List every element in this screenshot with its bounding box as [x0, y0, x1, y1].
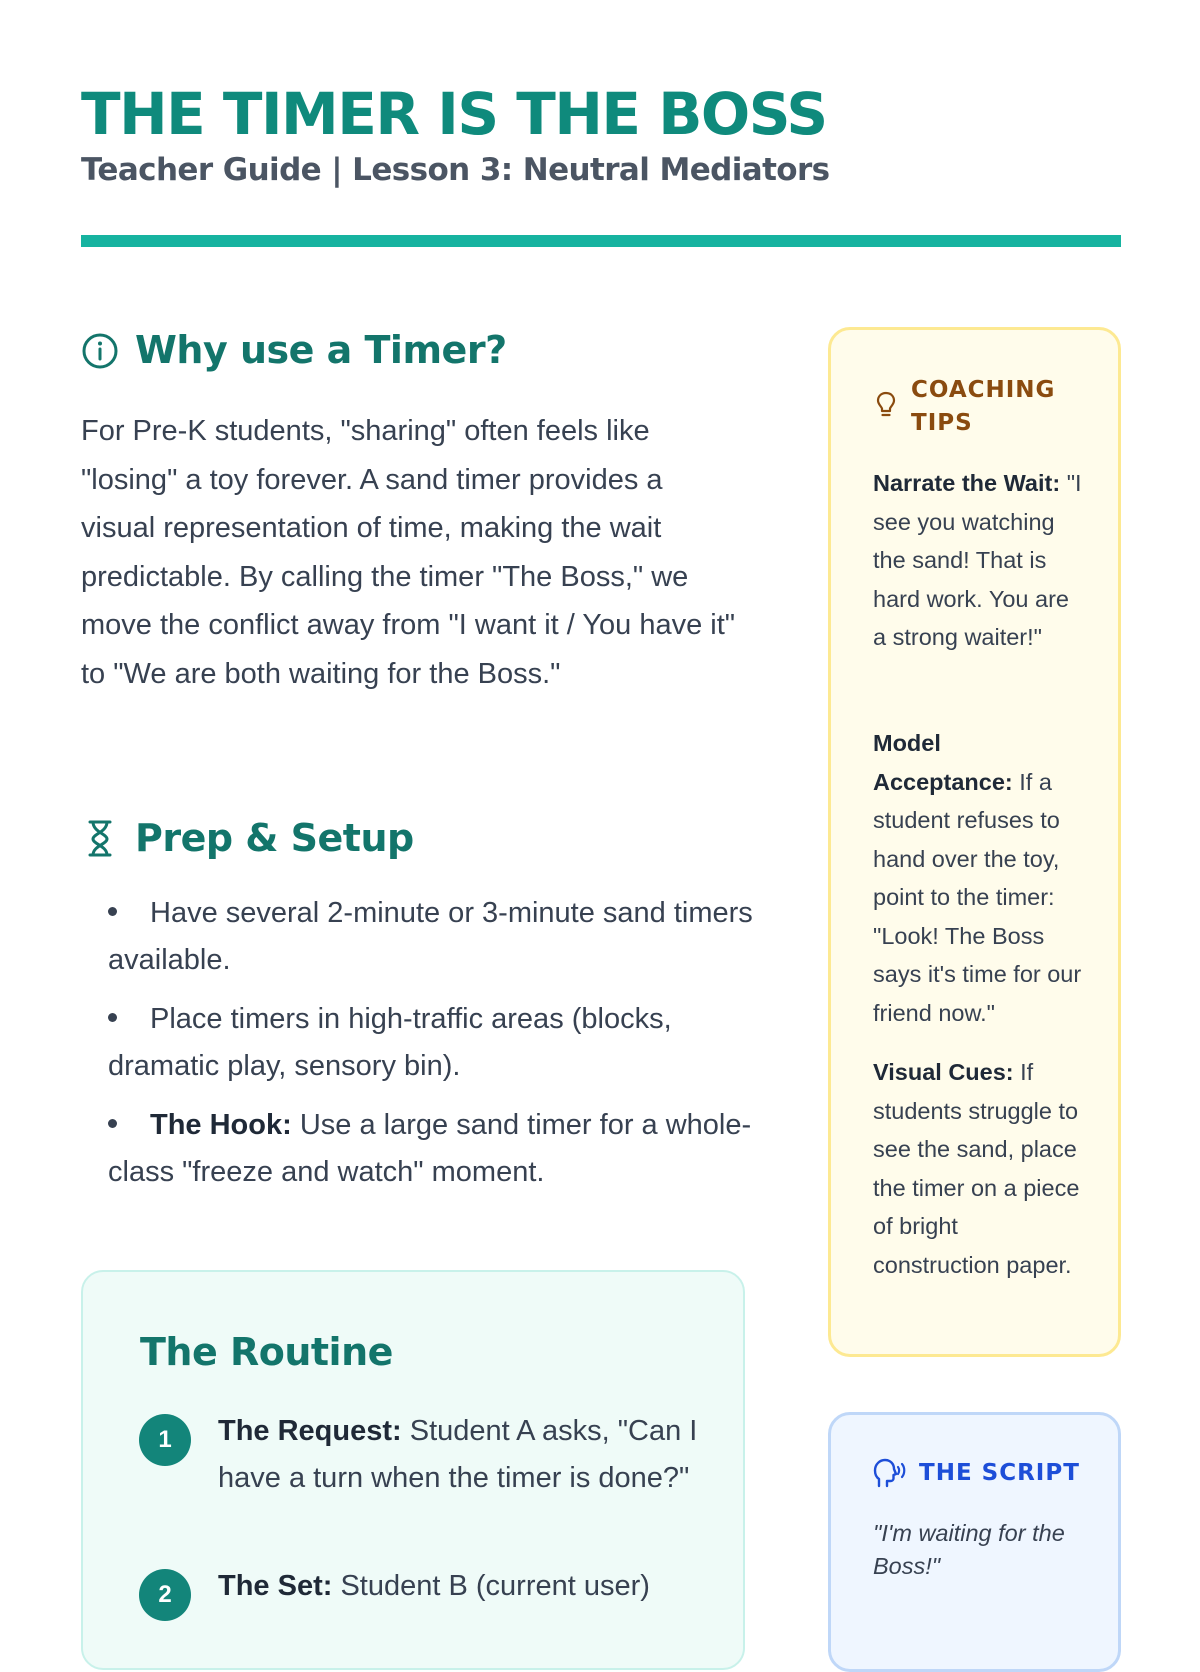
step-number-badge: 1	[139, 1414, 191, 1466]
routine-step	[139, 1408, 699, 1501]
script-card	[828, 1412, 1121, 1672]
why-heading-text: Why use a Timer?	[135, 328, 507, 372]
prep-list	[81, 890, 761, 1208]
step-text: The Set: Student B (current user)	[218, 1570, 650, 1602]
coaching-tips-header	[873, 374, 1071, 440]
list-item: Have several 2-minute or 3-minute sand timers available.	[81, 890, 761, 983]
script-header	[873, 1457, 1080, 1489]
speaking-head-icon	[873, 1457, 907, 1489]
info-circle-icon	[81, 330, 121, 370]
routine-step	[139, 1563, 699, 1610]
step-text: The Request: Student A asks, "Can I have a turn when the timer is done?"	[218, 1415, 698, 1494]
coaching-tip: Model Acceptance: If a student refuses to hand over the toy, point to the timer: "Look! The Boss says it's time for our friend now."	[873, 730, 1082, 1026]
page-subtitle: Teacher Guide | Lesson 3: Neutral Mediators	[81, 152, 830, 188]
why-section-heading	[81, 328, 507, 372]
header-divider	[81, 235, 1121, 247]
coaching-tip: Narrate the Wait: "I see you watching the sand! That is hard work. You are a strong waiter!"	[873, 470, 1082, 650]
list-item: Place timers in high-traffic areas (blocks, dramatic play, sensory bin).	[81, 996, 761, 1089]
lightbulb-icon	[873, 390, 899, 420]
prep-section-heading	[81, 816, 414, 860]
coaching-tips-card	[828, 327, 1121, 1357]
coaching-tips-title: COACHING TIPS	[911, 377, 1056, 436]
why-paragraph: For Pre-K students, "sharing" often feels like "losing" a toy forever. A sand timer provides a visual representation of time, making the wait predictable. By calling the timer "The Boss," we move the conflict away from "I want it / You have it" to "We are both waiting for the Boss."	[81, 415, 736, 690]
step-number-badge: 2	[139, 1569, 191, 1621]
routine-card	[81, 1270, 745, 1670]
routine-title: The Routine	[140, 1330, 393, 1374]
page-title: THE TIMER IS THE BOSS	[81, 80, 827, 148]
prep-heading-text: Prep & Setup	[135, 816, 414, 860]
coaching-tip: Visual Cues: If students struggle to see the sand, place the timer on a piece of bright construction paper.	[873, 1059, 1080, 1278]
hourglass-icon	[81, 818, 121, 858]
script-title: THE SCRIPT	[919, 1460, 1080, 1486]
teacher-guide-page	[81, 0, 1121, 1608]
script-quote: "I'm waiting for the Boss!"	[873, 1520, 1065, 1579]
list-item: The Hook: Use a large sand timer for a whole-class "freeze and watch" moment.	[81, 1102, 761, 1195]
